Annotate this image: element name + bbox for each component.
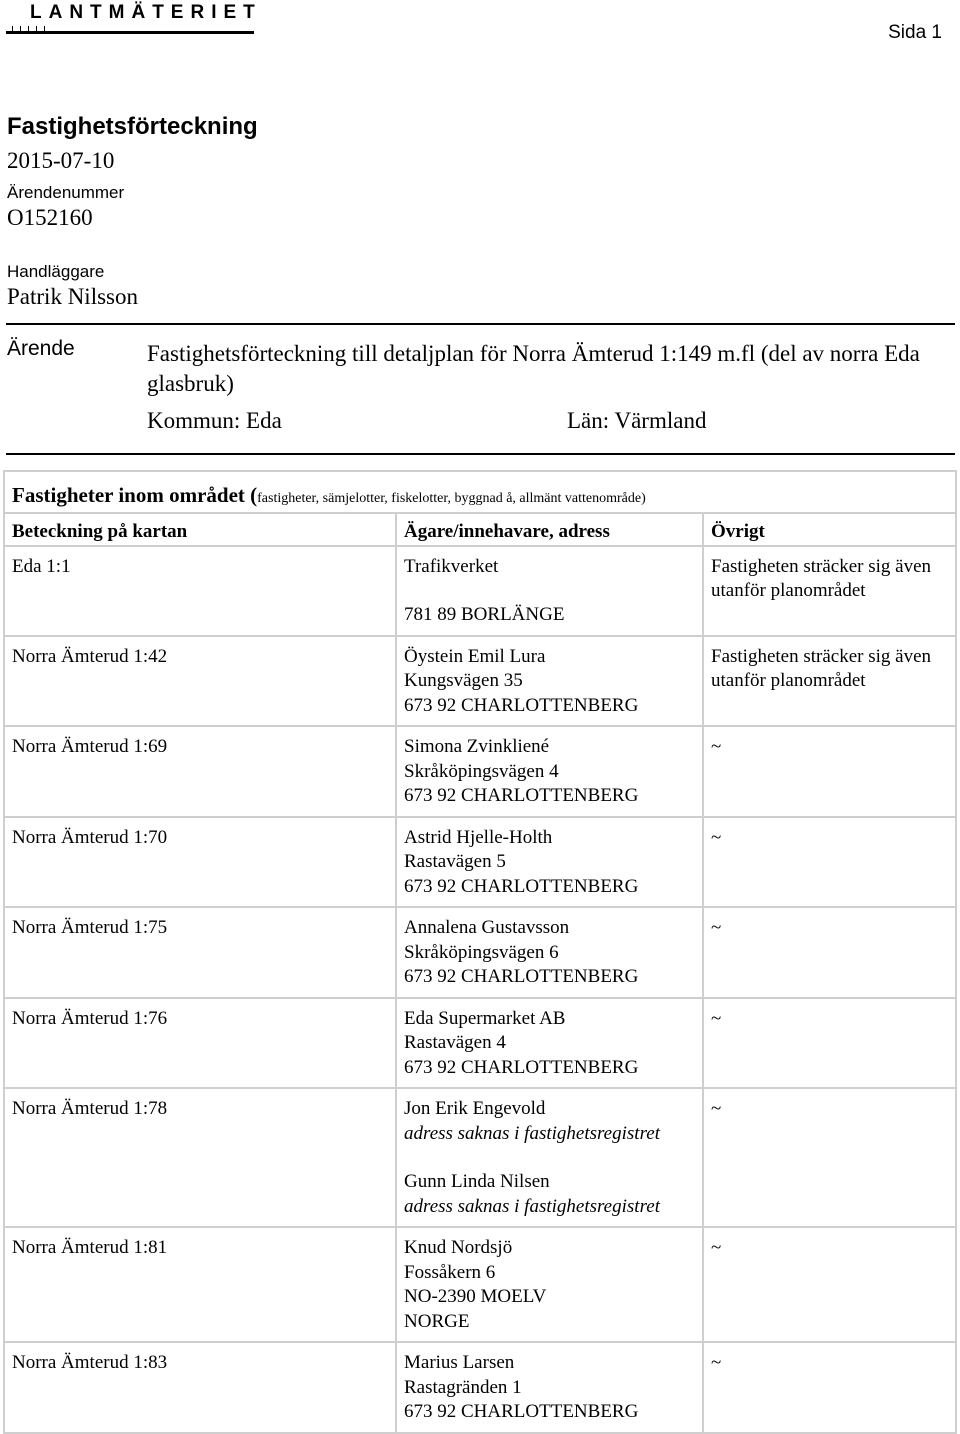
section-subtitle: fastigheter, sämjelotter, fiskelotter, byggnad å, allmänt vattenområde) bbox=[257, 491, 646, 506]
owner-address-line: 673 92 CHARLOTTENBERG bbox=[404, 785, 639, 806]
owner-name: Knud Nordsjö bbox=[404, 1237, 513, 1258]
designation-cell: Norra Ämterud 1:75 bbox=[4, 907, 396, 998]
column-header-designation: Beteckning på kartan bbox=[4, 513, 396, 546]
table-row bbox=[4, 546, 956, 636]
municipality: Kommun: Eda bbox=[147, 408, 282, 433]
designation-cell: Norra Ämterud 1:78 bbox=[4, 1088, 396, 1227]
owner-name: Gunn Linda Nilsen bbox=[404, 1171, 550, 1192]
section-title: Fastigheter inom området ( bbox=[12, 483, 258, 507]
document-title: Fastighetsförteckning bbox=[7, 113, 258, 140]
other-cell: Fastigheten sträcker sig även utanför planområdet bbox=[703, 636, 956, 727]
owner-cell bbox=[396, 546, 703, 636]
divider bbox=[6, 453, 955, 455]
case-number-label: Ärendenummer bbox=[7, 183, 125, 202]
designation-cell: Eda 1:1 bbox=[4, 546, 396, 636]
owner-cell bbox=[396, 636, 703, 727]
column-header-other: Övrigt bbox=[703, 513, 956, 546]
other-cell: ~ bbox=[703, 1227, 956, 1342]
owner-address-line: Skråköpingsvägen 6 bbox=[404, 941, 559, 963]
designation-cell: Norra Ämterud 1:70 bbox=[4, 817, 396, 908]
owner-address-line: Rastavägen 4 bbox=[404, 1032, 506, 1053]
designation-cell: Norra Ämterud 1:81 bbox=[4, 1227, 396, 1342]
owner-name: Öystein Emil Lura bbox=[404, 645, 546, 667]
owner-cell bbox=[396, 817, 703, 908]
owner-cell bbox=[396, 998, 703, 1089]
document-date: 2015-07-10 bbox=[7, 148, 115, 173]
owner-cell bbox=[396, 1088, 703, 1227]
owner-cell bbox=[396, 1227, 703, 1342]
owner-address-line: 781 89 BORLÄNGE bbox=[404, 604, 565, 625]
other-cell: ~ bbox=[703, 1342, 956, 1433]
other-cell: ~ bbox=[703, 998, 956, 1089]
table-row bbox=[4, 907, 956, 998]
owner-cell bbox=[396, 1342, 703, 1433]
owner-name: Annalena Gustavsson bbox=[404, 917, 570, 938]
owner-address-line: adress saknas i fastighetsregistret bbox=[404, 1122, 660, 1144]
county: Län: Värmland bbox=[567, 408, 707, 433]
section-header-row bbox=[4, 471, 956, 513]
arende-label: Ärende bbox=[7, 337, 75, 360]
table-row bbox=[4, 636, 956, 727]
owner-address-line: 673 92 CHARLOTTENBERG bbox=[404, 875, 639, 897]
other-cell: ~ bbox=[703, 817, 956, 908]
designation-cell: Norra Ämterud 1:42 bbox=[4, 636, 396, 727]
owner-name: Trafikverket bbox=[404, 555, 499, 577]
owner-address-line: Fossåkern 6 bbox=[404, 1261, 496, 1283]
other-cell: ~ bbox=[703, 907, 956, 998]
page-number: Sida 1 bbox=[888, 22, 942, 43]
table-row bbox=[4, 1342, 956, 1433]
case-number: O152160 bbox=[7, 205, 93, 230]
owner-address-line: NO-2390 MOELV bbox=[404, 1286, 547, 1307]
table-row bbox=[4, 726, 956, 817]
owner-name: Astrid Hjelle-Holth bbox=[404, 826, 553, 848]
owner-name: Jon Erik Engevold bbox=[404, 1098, 546, 1119]
owner-address-line: Kungsvägen 35 bbox=[404, 670, 523, 691]
table-row bbox=[4, 1227, 956, 1342]
owner-cell bbox=[396, 726, 703, 817]
owner-address-line: Rastagränden 1 bbox=[404, 1376, 522, 1398]
property-table bbox=[3, 470, 957, 1434]
table-row bbox=[4, 998, 956, 1089]
table-row bbox=[4, 1088, 956, 1227]
owner-address-line: 673 92 CHARLOTTENBERG bbox=[404, 694, 639, 716]
table-row bbox=[4, 817, 956, 908]
owner-name: Marius Larsen bbox=[404, 1352, 515, 1373]
owner-name: Eda Supermarket AB bbox=[404, 1007, 566, 1029]
divider bbox=[6, 323, 955, 325]
owner-cell bbox=[396, 907, 703, 998]
section-header bbox=[4, 471, 956, 513]
handler-label: Handläggare bbox=[7, 262, 105, 281]
owner-address-line: Skråköpingsvägen 4 bbox=[404, 760, 559, 782]
owner-name: Simona Zvinkliené bbox=[404, 736, 550, 757]
logo-rule bbox=[6, 31, 254, 34]
column-header-owner: Ägare/innehavare, adress bbox=[396, 513, 703, 546]
logo: LANTMÄTERIET bbox=[30, 2, 262, 23]
owner-address-line: 673 92 CHARLOTTENBERG bbox=[404, 966, 639, 987]
designation-cell: Norra Ämterud 1:83 bbox=[4, 1342, 396, 1433]
owner-address-line: 673 92 CHARLOTTENBERG bbox=[404, 1401, 639, 1422]
owner-address-line: NORGE bbox=[404, 1310, 470, 1332]
owner-address-line: Rastavägen 5 bbox=[404, 851, 506, 872]
owner-address-line: 673 92 CHARLOTTENBERG bbox=[404, 1056, 639, 1078]
designation-cell: Norra Ämterud 1:76 bbox=[4, 998, 396, 1089]
other-cell: ~ bbox=[703, 1088, 956, 1227]
arende-description: Fastighetsförteckning till detaljplan för Norra Ämterud 1:149 m.fl (del av norra Eda glasbruk) bbox=[147, 341, 920, 396]
handler-name: Patrik Nilsson bbox=[7, 284, 138, 309]
other-cell: ~ bbox=[703, 726, 956, 817]
owner-address-line: adress saknas i fastighetsregistret bbox=[404, 1195, 660, 1217]
other-cell: Fastigheten sträcker sig även utanför planområdet bbox=[703, 546, 956, 636]
table-header-row bbox=[4, 513, 956, 546]
designation-cell: Norra Ämterud 1:69 bbox=[4, 726, 396, 817]
